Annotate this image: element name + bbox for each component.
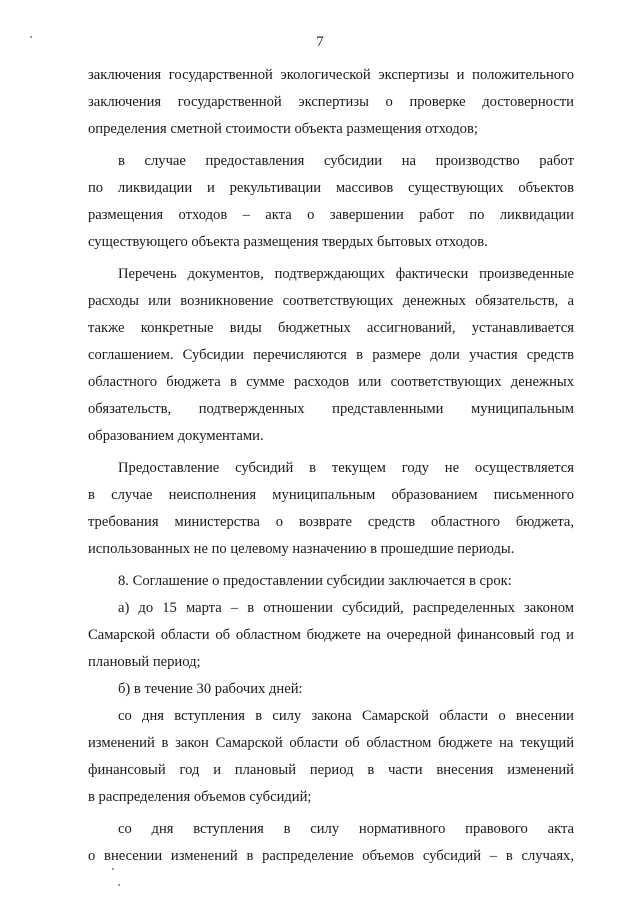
- text-line: о внесении изменений в распределение объемов субсидий – в случаях,: [88, 848, 574, 864]
- text-line: размещения отходов – акта о завершении работ по ликвидации: [88, 207, 574, 223]
- text-line: требования министерства о возврате средств областного бюджета,: [88, 514, 574, 530]
- paragraph: [88, 455, 574, 563]
- page-number: 7: [316, 34, 324, 50]
- text-line: расходы или возникновение соответствующих денежных обязательств, а: [88, 293, 574, 309]
- scan-speck: [30, 36, 32, 38]
- text-line: 8. Соглашение о предоставлении субсидии заключается в срок:: [118, 573, 512, 589]
- text-line: по ликвидации и рекультивации массивов существующих объектов: [88, 180, 574, 196]
- text-line: Предоставление субсидий в текущем году не осуществляется: [118, 460, 574, 476]
- text-line: соглашением. Субсидии перечисляются в размере доли участия средств: [88, 347, 574, 363]
- paragraph: [88, 148, 574, 256]
- text-line: образованием документами.: [88, 428, 264, 444]
- text-line: в случае неисполнения муниципальным образованием письменного: [88, 487, 574, 503]
- text-line: б) в течение 30 рабочих дней:: [118, 681, 303, 697]
- text-line: использованных не по целевому назначению в прошедшие периоды.: [88, 541, 515, 557]
- text-line: а) до 15 марта – в отношении субсидий, распределенных законом: [118, 600, 574, 616]
- paragraph: [88, 703, 574, 811]
- paragraph: [88, 595, 574, 676]
- text-line: существующего объекта размещения твердых бытовых отходов.: [88, 234, 488, 250]
- paragraph: [88, 568, 574, 595]
- text-line: со дня вступления в силу закона Самарской области о внесении: [118, 708, 574, 724]
- paragraph: [88, 261, 574, 450]
- text-line: заключения государственной экологической экспертизы и положительного: [88, 67, 574, 83]
- text-line: областного бюджета в сумме расходов или соответствующих денежных: [88, 374, 574, 390]
- text-line: также конкретные виды бюджетных ассигнований, устанавливается: [88, 320, 574, 336]
- text-line: Самарской области об областном бюджете на очередной финансовый год и: [88, 627, 574, 643]
- text-line: в распределения объемов субсидий;: [88, 789, 312, 805]
- text-line: со дня вступления в силу нормативного правового акта: [118, 821, 574, 837]
- paragraph: [88, 62, 574, 143]
- text-line: определения сметной стоимости объекта размещения отходов;: [88, 121, 478, 137]
- text-line: в случае предоставления субсидии на производство работ: [118, 153, 574, 169]
- text-line: обязательств, подтвержденных представленными муниципальным: [88, 401, 574, 417]
- text-line: заключения государственной экспертизы о проверке достоверности: [88, 94, 574, 110]
- text-line: плановый период;: [88, 654, 201, 670]
- text-line: изменений в закон Самарской области об областном бюджете на текущий: [88, 735, 574, 751]
- text-line: Перечень документов, подтверждающих фактически произведенные: [118, 266, 574, 282]
- paragraph: [88, 816, 574, 870]
- paragraph: [88, 676, 574, 703]
- scan-speck: [118, 884, 120, 886]
- text-line: финансовый год и плановый период в части внесения изменений: [88, 762, 574, 778]
- scan-speck: [112, 868, 114, 870]
- document-body: [88, 62, 574, 870]
